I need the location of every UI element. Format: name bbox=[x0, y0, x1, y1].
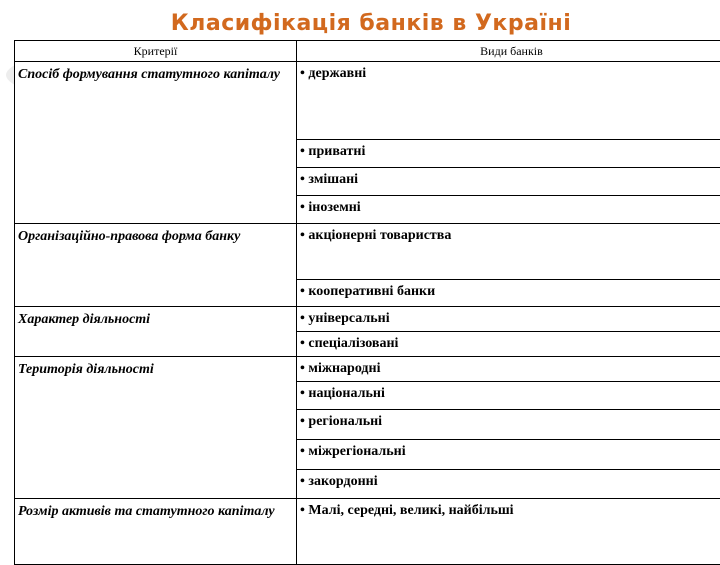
type-cell: • приватні bbox=[297, 140, 720, 168]
type-cell: • Малі, середні, великі, найбільші bbox=[297, 499, 720, 565]
type-cell: • регіональні bbox=[297, 410, 720, 440]
table-row bbox=[15, 62, 720, 140]
type-cell: • універсальні bbox=[297, 307, 720, 332]
criterion-cell: Територія діяльності bbox=[15, 357, 297, 499]
page-title: Класифікація банків в Україні bbox=[171, 11, 572, 36]
type-cell: • закордонні bbox=[297, 470, 720, 499]
title-box bbox=[70, 4, 672, 42]
criterion-cell: Характер діяльності bbox=[15, 307, 297, 357]
type-cell: • спеціалізовані bbox=[297, 332, 720, 357]
header-row bbox=[15, 41, 720, 62]
criteria-header: Критерії bbox=[15, 41, 297, 62]
table-row bbox=[15, 499, 720, 565]
type-cell: • міжнародні bbox=[297, 357, 720, 382]
type-cell: • державні bbox=[297, 62, 720, 140]
bank-classification-table bbox=[14, 40, 720, 565]
criterion-cell: Спосіб формування статутного капіталу bbox=[15, 62, 297, 224]
type-cell: • міжрегіональні bbox=[297, 440, 720, 470]
table-row bbox=[15, 224, 720, 280]
table-row bbox=[15, 307, 720, 332]
type-cell: • кооперативні банки bbox=[297, 280, 720, 307]
criterion-cell: Розмір активів та статутного капіталу bbox=[15, 499, 297, 565]
type-cell: • змішані bbox=[297, 168, 720, 196]
type-cell: • національні bbox=[297, 382, 720, 410]
types-header: Види банків bbox=[297, 41, 720, 62]
table-row bbox=[15, 357, 720, 382]
type-cell: • іноземні bbox=[297, 196, 720, 224]
criterion-cell: Організаційно-правова форма банку bbox=[15, 224, 297, 307]
type-cell: • акціонерні товариства bbox=[297, 224, 720, 280]
